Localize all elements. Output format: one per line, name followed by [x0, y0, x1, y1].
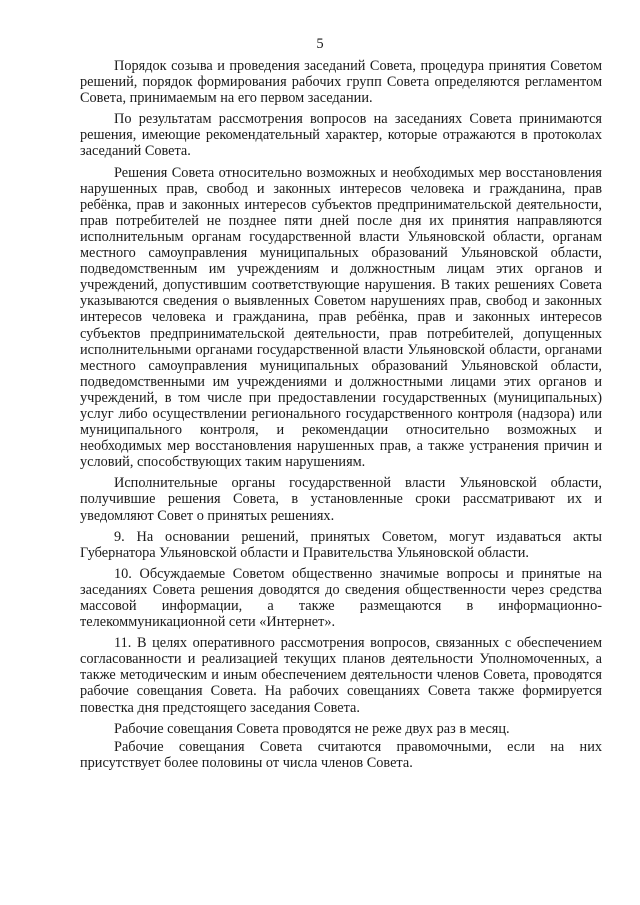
paragraph: Рабочие совещания Совета проводятся не реже двух раз в месяц. [114, 720, 510, 737]
paragraph: 11. В целях оперативного рассмотрения вопросов, связанных с обеспечением согласованности и реализацией текущих планов деятельности Уполномоченных, а также методическим и иным обеспечением деятельности членов Совета, проводятся рабочие совещания Совета. На рабочих совещаниях Совета также формируется повестка дня предстоящего заседания Совета. [80, 635, 602, 716]
paragraph: Рабочие совещания Совета считаются правомочными, если на них присутствует более половины от числа членов Совета. [80, 738, 602, 771]
paragraph: Решения Совета относительно возможных и необходимых мер восстановления нарушенных прав, свобод и законных интересов человека и гражданина, прав ребёнка, прав и законных интересов субъектов предпринимательской деятельности, прав потребителей не позднее пяти дней после дня их принятия направляются исполнительным органам государственной власти Ульяновской области, органам местного самоуправления муниципальных образований Ульяновской области, подведомственным им учреждениям и должностным лицам этих органов и учреждений, допустившим соответствующие нарушения. В таких решениях Совета указываются сведения о выявленных Советом нарушениях прав, свобод и законных интересов человека и гражданина, прав ребёнка, прав и законных интересов субъектов предпринимательской деятельности, прав потребителей, допущенных исполнительными органами государственной власти Ульяновской области, органами местного самоуправления муниципальных образований Ульяновской области, подведомственными им учреждениями и должностными лицами этих органов и учреждений, в том числе при предоставлении государственных (муниципальных) услуг либо осуществлении регионального государственного контроля (надзора) или муниципального контроля, и рекомендации относительно возможных и необходимых мер восстановления нарушенных прав, а также устранения причин и условий, способствующих таким нарушениям. [80, 164, 602, 471]
paragraph: Порядок созыва и проведения заседаний Совета, процедура принятия Советом решений, порядок формирования рабочих групп Совета определяются регламентом Совета, принимаемым на его первом заседании. [80, 58, 602, 107]
paragraph: 9. На основании решений, принятых Советом, могут издаваться акты Губернатора Ульяновской области и Правительства Ульяновской области. [80, 528, 602, 561]
document-body [80, 58, 602, 776]
paragraph: По результатам рассмотрения вопросов на заседаниях Совета принимаются решения, имеющие рекомендательный характер, которые отражаются в протоколах заседаний Совета. [80, 111, 602, 160]
paragraph: Исполнительные органы государственной власти Ульяновской области, получившие решения Совета, в установленные сроки рассматривают их и уведомляют Совет о принятых решениях. [80, 475, 602, 524]
paragraph: 10. Обсуждаемые Советом общественно значимые вопросы и принятые на заседаниях Совета решения доводятся до сведения общественности через средства массовой информации, а также размещаются в информационно-телекоммуникационной сети «Интернет». [80, 565, 602, 631]
page-number: 5 [316, 36, 324, 52]
